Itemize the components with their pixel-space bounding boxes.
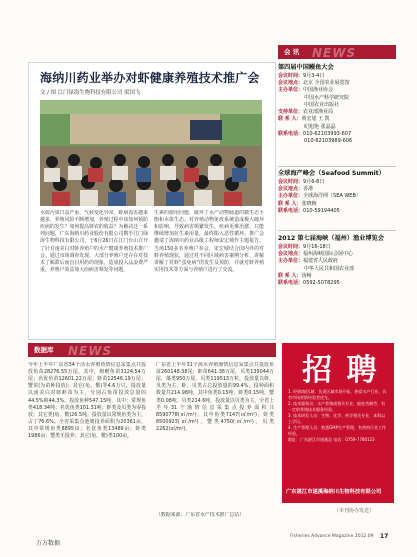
event-value: 010-62103993-607 (303, 130, 352, 137)
news-section-label: 会 讯 (284, 48, 300, 56)
event-value: 9月16-18日 (303, 243, 331, 250)
divider (278, 166, 396, 167)
event-value: 香港 (303, 186, 314, 193)
event-value: 全球海洋网（SEA WEB） (303, 193, 361, 200)
event-key: 联系电话： (278, 207, 304, 214)
event-value: 0592-5078295 (303, 280, 340, 287)
footer-watermark: 万方数据 (36, 540, 61, 547)
event-value: 010-59194405 (303, 207, 340, 214)
data-column-right: 广东省上半年31个海水养殖渔情信息采集点共投放鱼苗260148.38尾；虾苗641.38万尾，贝类139044万尾，藻类950万尾，贝类119513万粒，投放量以虾、贝类为主，虾、贝类占总投放量的99.4%。投种面积数量共214.98吨，其中鱼类0.15吨，虾类0.15吨，蟹类0.08吨，贝类214.6吨，投放量以贝类为主。全省上半年31个渔情信息采集点投养面积共8590778(㎡/m²)，其中鱼类7147(㎡/m²)，虾类8500923(㎡/m²)，蟹类4750(㎡/m²)，贝类2262(㎡/m²)。 (156, 362, 274, 432)
event-block-eel (278, 64, 398, 145)
article-byline: 文 / 图 江门绿海生物科技有限公司 梁国飞 (40, 90, 141, 96)
event-value: 农业部渔业局 (303, 109, 334, 116)
event-key: 会议地点： (278, 186, 304, 193)
ad-note: （本刊协办发送） (334, 508, 375, 514)
event-value: 中国水产科学研究院 (304, 94, 350, 101)
event-title: 全球海产峰会（Seafood Summit） (278, 170, 385, 177)
article-headline: 海纳川药业举办对虾健康养殖技术推广会 (40, 71, 260, 85)
event-key: 主办单位： (278, 258, 304, 265)
data-source-note: （数据来源：广东省水产技术推广总站） (156, 512, 245, 518)
event-value: 福州海峡国际会展中心 (303, 251, 354, 258)
database-section-en: NEWS (68, 344, 113, 358)
event-value: 汤畅 (301, 272, 312, 279)
event-key: 主办单位： (278, 193, 304, 200)
event-value: 中国农业出版社 (304, 101, 340, 108)
event-key: 联系电话： (278, 280, 304, 287)
divider (278, 230, 396, 231)
event-value: 010-62103989-606 (304, 138, 353, 145)
event-value: 黄宏旭 王 凯 (301, 116, 330, 123)
event-value: 纪旭艳 张晶晶 (304, 123, 336, 130)
event-key: 联 系 人： (278, 200, 302, 207)
event-key: 会议时间： (278, 243, 304, 250)
ad-title: 招 聘 (302, 353, 379, 388)
meeting-photo-illustration (40, 100, 262, 206)
database-section-label: 数据库 (34, 346, 54, 354)
event-block-fishery-expo (278, 235, 398, 287)
ad-body (288, 389, 388, 443)
recruitment-ad (282, 343, 394, 503)
news-section-en: NEWS (312, 46, 357, 60)
event-value: 中华人民共和国农业部 (304, 265, 355, 272)
event-value: 9月6-8日 (303, 178, 325, 185)
event-key: 主办单位： (278, 87, 304, 94)
event-key: 会议地点： (278, 251, 304, 258)
event-key: 联 系 人： (278, 272, 302, 279)
event-block-seafood-summit (278, 170, 398, 215)
event-value: 张晓婉 (301, 200, 317, 207)
article-photo (40, 100, 262, 206)
footer-magazine: Fisheries Advance Magazine 2012.09 (290, 534, 374, 539)
news-section-header (278, 45, 396, 59)
event-value: 9月3-4日 (303, 72, 325, 79)
event-value: 北京 全国农业展览馆 (303, 80, 350, 87)
event-key: 联 系 人： (278, 116, 302, 123)
event-title: 第四届中国鳗鱼大会 (278, 64, 334, 71)
database-section-header (28, 343, 276, 357)
data-column-left: 今年上半年广东省34个活水养殖鱼情信息采集点共投放鱼苗28276.55万尾，其中，斑鲢鱼苗3124.54万尾；名优鱼苗12601.22万尾；虾苗12546.19万尾；蟹苗(为苗种投放)；其它(龟、鳖)等4.6万只。投放量以南美白对虾虾苗为主，分别占鱼苗投放总量的44.5%和44.3%。投放鱼种547.15吨，其中：常规鱼类418.34吨；名优鱼类101.31吨；虾类及贝类为零投放；其它类(龟、鳖)26.5吨。投放量以常规鱼类为主，占了76.6%。全省采集点池塘投养面积为20361亩，其中常规鱼类8895亩；名优鱼类13489亩；虾类1986亩；蟹类无投养；其它(龟、鳖)类100亩。 (28, 362, 146, 440)
event-key: 联系电话： (278, 130, 304, 137)
ad-line: 4. 生产管理人员：熟悉GMP生产管理，有兽药行业工作经验。 (288, 425, 387, 436)
article-column-right: 生素的使用问题，破坏了水产动物肠道的微生态平衡和水体生态。对养殖动物免疫系统造成极大破坏和影响，导致病害频繁发生，疾病更难治愈，只能继续增加抗生素用量，最终陷入恶性循环。推广会邀请了海纳川药业高级工程师宋宏城作主题报告，当场150多名养殖户参会，宋宏城结合国内外的对虾养殖现状，通过对不同区域病害案例分析，讲解讲解了对虾“蛋免病”的发生及预防，并就对虾养殖实用技术等方面与养殖户进行了交流。 (154, 210, 264, 273)
event-value: 中国渔业协会 (303, 87, 334, 94)
ad-line: 1. 经销商/区域：负责区域市场开拓，热爱水产行业，具有市场营销经验者优先。 (288, 389, 387, 400)
event-title: 2012 第七届海峡（福州）渔业博览会 (278, 235, 384, 242)
ad-line: 3. 技术研发人员：生物、化学、药学相关专业，本科以上学历。 (288, 413, 386, 424)
event-key: 会议时间： (278, 72, 304, 79)
ad-line: 2. 技术服务员：水产养殖或相关专业，能吃苦耐劳，有一定的养殖技术服务经验。 (288, 401, 386, 412)
article-column-left: 水源污染日益严重，气候变化异常，虾病毒害越来越多，养殖风险不断增加，养殖过程中该如何预防疾病的发生？如何提高虾农的收益？为解决这一系列问题，广东海纳川药业股份有限公司携手江门绿海生物科技有限公司，于6月26日在江门台山召开了针对南美白对虾养殖户的水产健康养殖技术推广会。通过市场调查发现，大部分养殖户还存在对技术了解滞后而盲目用药的现象，造成投入品浪费严重，养殖户效益加大而病害频发等问题。 (40, 210, 148, 273)
event-value: 福建省人民政府 (303, 258, 339, 265)
event-key: 支持单位： (278, 109, 304, 116)
page-number: 17 (380, 533, 389, 540)
event-key: 会议时间： (278, 178, 304, 185)
ad-company: 广东湛江市遂溪海纳川生物科技有限公司 (286, 489, 382, 495)
event-key: 会议地点： (278, 80, 304, 87)
ad-line: 地址：广东湛江市遂溪县 电话：0759-7780123 (288, 437, 375, 442)
